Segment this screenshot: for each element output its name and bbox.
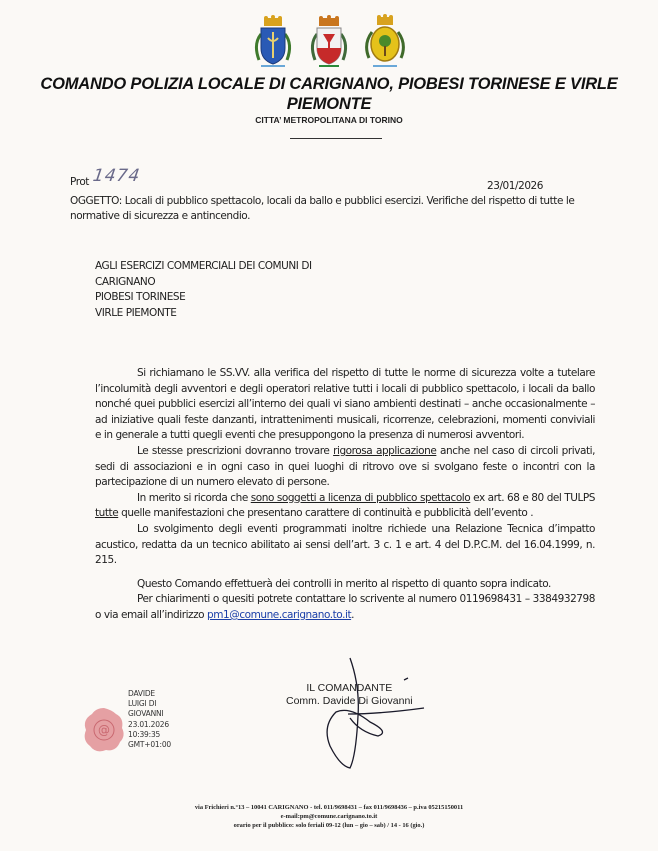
digital-seal-icon (82, 706, 126, 754)
stamp-line: LUIGI DI (128, 699, 157, 709)
signatory-role: IL COMANDANTE (306, 682, 393, 694)
footer-address: via Frichieri n.°13 – 10041 CARIGNANO - tel. 011/9698431 – fax 011/9698436 – p.iva 05215150011 (194, 804, 464, 811)
header-divider (290, 138, 382, 139)
stamp-line: DAVIDE (128, 689, 155, 698)
protocol-label: Prot (70, 176, 89, 188)
email-link[interactable]: pm1@comune.carignano.to.it (207, 608, 352, 621)
underlined-text: tutte (95, 507, 119, 520)
subject-line: OGGETTO: Locali di pubblico spettacolo, locali da ballo e pubblici esercizi. Verifiche del rispetto di tutte le normative di sicurezza e antincendio. (70, 195, 575, 222)
protocol-number-handwritten: 1474 (91, 166, 142, 186)
recipient-line: CARIGNANO (95, 275, 156, 288)
piobesi-crest-icon (307, 14, 351, 72)
paragraph-contact (95, 592, 595, 623)
paragraph-acoustic-report: Lo svolgimento degli eventi programmati inoltre richiede una Relazione Tecnica d’impatto acustico, redatta da un tecnico abilitato ai sensi dell’art. 3 c. 1 e art. 4 del D.P.C.M. del 16.04.1999, n. 215. (95, 522, 595, 567)
stamp-line: 23.01.2026 (128, 719, 169, 729)
page-footer (0, 803, 658, 830)
underlined-text: rigorosa applicazione (333, 444, 437, 457)
title-line-1: COMANDO POLIZIA LOCALE DI CARIGNANO, PIOBESI TORINESE E VIRLE (40, 75, 618, 93)
footer-hours: orario per il pubblico: solo feriali 09-12 (lun – gio – sab) / 14 - 16 (gio.) (233, 822, 425, 829)
page-title (0, 74, 658, 114)
text-span: ex art. 68 e 80 del TULPS (470, 491, 595, 504)
text-span: . (351, 608, 354, 621)
svg-text:@: @ (98, 723, 110, 737)
stamp-line: 10:39:35 (128, 729, 161, 739)
signatory-name: Comm. Davide Di Giovanni (286, 695, 413, 707)
text-span: In merito si ricorda che (137, 491, 251, 504)
footer-email: e-mail:pm@comune.carignano.to.it (280, 813, 378, 820)
digital-signature-info (128, 689, 171, 750)
municipal-crests (0, 14, 658, 72)
stamp-line: GMT+01:00 (128, 740, 171, 750)
text-span: Le stesse prescrizioni dovranno trovare (137, 444, 334, 457)
stamp-line: GIOVANNI (128, 709, 164, 719)
handwritten-signature (320, 656, 430, 772)
document-date: 23/01/2026 (487, 180, 544, 192)
carignano-crest-icon (251, 14, 295, 72)
text-span: quelle manifestazioni che presentano carattere di continuità e pubblicità dell’evento . (118, 507, 534, 520)
letter-body (95, 366, 595, 624)
text-span: Per chiarimenti o quesiti potrete contattare lo scrivente al numero 0119698431 – 3384932798 o via email all’indirizzo (95, 593, 595, 621)
underlined-text: sono soggetti a licenza di pubblico spettacolo (250, 491, 471, 504)
paragraph-controls: Questo Comando effettuerà dei controlli in merito al rispetto di quanto sopra indicato. (137, 577, 551, 590)
recipient-line: PIOBESI TORINESE (95, 291, 186, 303)
paragraph-prescriptions (95, 444, 595, 491)
paragraph-safety-norms: Si richiamano le SS.VV. alla verifica del rispetto di tutte le norme di sicurezza volte a tutelare l’incolumità degli avventori e degli operatori relative tutti i locali di pubblico spettacolo, i locali da ballo nonché quei pubblici esercizi all’interno dei quali vi siano ambienti destinati – anche occasionalmente – ad iniziative quali feste danzanti, intrattenimenti musicali, ricorrenze, celebrazioni, momenti conviviali e in generale a tutti quegli eventi che presuppongono la presenza di numerosi avventori. (95, 367, 595, 442)
recipient-line: AGLI ESERCIZI COMMERCIALI DEI COMUNI DI (95, 260, 312, 272)
recipients-block (95, 259, 312, 321)
recipient-line: VIRLE PIEMONTE (95, 306, 177, 319)
paragraph-license (95, 491, 595, 522)
text-span: anche nel caso di circoli privati, sedi di associazioni e in ogni caso in quei luoghi di ritrovo ove si svolgano feste o incontri con la partecipazione di un numero elevato di persone. (95, 444, 595, 489)
title-line-2: PIEMONTE (286, 95, 372, 113)
page-subtitle: CITTA’ METROPOLITANA DI TORINO (255, 115, 403, 125)
virle-crest-icon (363, 14, 407, 72)
